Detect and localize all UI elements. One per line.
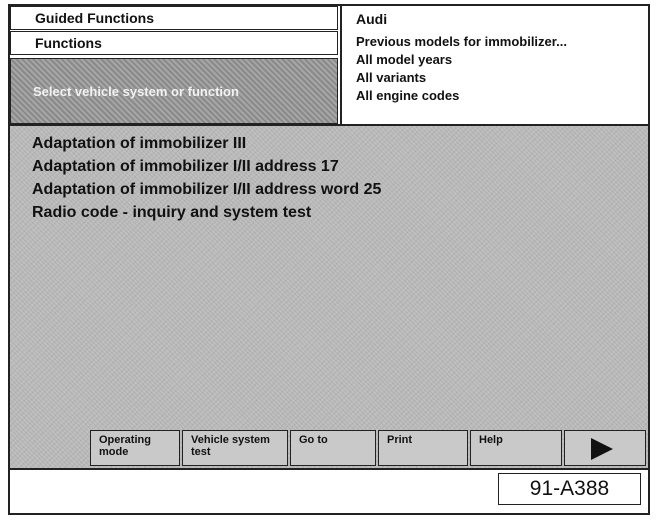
- print-button[interactable]: Print: [378, 430, 468, 466]
- vehicle-info-panel: [340, 6, 648, 124]
- vehicle-model: Previous models for immobilizer...: [356, 34, 567, 49]
- function-item-radio-code[interactable]: Radio code - inquiry and system test: [32, 204, 312, 221]
- function-list: [32, 132, 381, 224]
- navigation-tabs: [10, 6, 340, 124]
- function-list-area: [10, 124, 648, 468]
- select-system-prompt: [10, 58, 338, 124]
- diagnostic-screen: [8, 4, 650, 515]
- help-button[interactable]: Help: [470, 430, 562, 466]
- vehicle-engine-codes: All engine codes: [356, 88, 460, 103]
- function-item-adaptation-immobilizer-iii[interactable]: Adaptation of immobilizer III: [32, 135, 247, 152]
- operating-mode-label-line1: Operating: [99, 434, 151, 446]
- vehicle-system-test-label-line1: Vehicle system: [191, 434, 270, 446]
- vehicle-brand: Audi: [356, 11, 388, 27]
- figure-id-label: 91-A388: [498, 473, 641, 505]
- vehicle-model-years: All model years: [356, 52, 453, 67]
- operating-mode-label-line2: mode: [99, 446, 129, 458]
- vehicle-system-test-button[interactable]: [182, 430, 288, 466]
- operating-mode-button[interactable]: [90, 430, 180, 466]
- function-item-adaptation-address-17[interactable]: Adaptation of immobilizer I/II address 17: [32, 158, 339, 175]
- go-to-button[interactable]: Go to: [290, 430, 376, 466]
- select-system-prompt-label: Select vehicle system or function: [33, 83, 239, 99]
- play-arrow-icon: [591, 438, 613, 460]
- vehicle-variants: All variants: [356, 70, 427, 85]
- tab-guided-functions[interactable]: Guided Functions: [10, 6, 338, 30]
- tab-functions[interactable]: Functions: [10, 31, 338, 55]
- vehicle-system-test-label-line2: test: [191, 446, 211, 458]
- next-button[interactable]: [564, 430, 646, 466]
- function-item-adaptation-address-word-25[interactable]: Adaptation of immobilizer I/II address word 25: [32, 181, 382, 198]
